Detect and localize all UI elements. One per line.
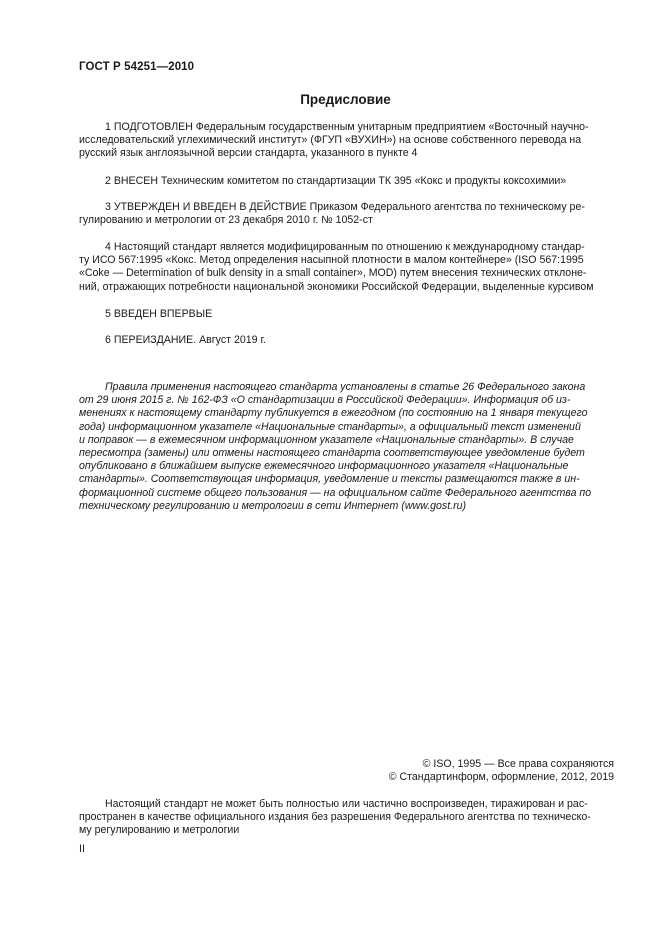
text-line: ту ИСО 567:1995 «Кокс. Метод определения насыпной плотности в малом контейнере» (ISO 567:1995	[79, 254, 584, 267]
rules-notice	[79, 381, 615, 513]
foreword-item-6	[79, 334, 615, 347]
text-line: му регулированию и метрологии	[79, 824, 240, 837]
foreword-item-3	[79, 201, 615, 227]
text-line: 4 Настоящий стандарт является модифицированным по отношению к международному стандар-	[105, 241, 585, 253]
text-line: ний, отражающих потребности национальной экономики Российской Федерации, выделенные курсивом	[79, 280, 594, 293]
text-line: техническому регулированию и метрологии в сети Интернет (www.gost.ru)	[79, 499, 467, 512]
text-line: 1 ПОДГОТОВЛЕН Федеральным государственным унитарным предприятием «Восточный научно-	[105, 121, 589, 133]
text-line: стандарты». Соответствующая информация, уведомление и тексты размещаются также в ин-	[79, 473, 580, 486]
reproduction-notice	[79, 798, 615, 838]
page-number: II	[79, 843, 85, 855]
text-line: формационной системе общего пользования — на официальном сайте Федерального агентства по	[79, 486, 592, 499]
text-line: опубликовано в ближайшем выпуске ежемесячного информационного указателя «Национальные	[79, 460, 569, 473]
text-line: Настоящий стандарт не может быть полностью или частично воспроизведен, тиражирован и рас-	[105, 798, 588, 810]
page-title: Предисловие	[300, 92, 391, 107]
copyright-standartinform: © Стандартинформ, оформление, 2012, 2019	[388, 771, 614, 784]
text-line: 3 УТВЕРЖДЕН И ВВЕДЕН В ДЕЙСТВИЕ Приказом Федерального агентства по техническому ре-	[105, 201, 585, 213]
copyright-iso: © ISO, 1995 — Все права сохраняются	[422, 758, 614, 770]
text-line: от 29 июня 2015 г. № 162-ФЗ «О стандартизации в Российской Федерации». Информация об из-	[79, 394, 571, 407]
text-line: и поправок — в ежемесячном информационном указателе «Национальные стандарты». В случае	[79, 433, 574, 446]
text-line: года) информационном указателе «Национальные стандарты», а официальный текст изменений	[79, 420, 581, 433]
text-line: исследовательский углехимический институт» (ФГУП «ВУХИН») на основе собственного перевода на	[79, 134, 582, 147]
foreword-item-5	[79, 308, 615, 321]
text-line: пересмотра (замены) или отмены настоящего стандарта соответствующее уведомление будет	[79, 447, 585, 460]
text-line: менениях к настоящему стандарту публикуется в ежегодном (по состоянию на 1 января текущего	[79, 407, 588, 420]
foreword-item-2	[79, 175, 615, 188]
foreword-item-1	[79, 121, 615, 161]
text-line: гулированию и метрологии от 23 декабря 2010 г. № 1052-ст	[79, 214, 373, 227]
text-line: Правила применения настоящего стандарта установлены в статье 26 Федерального закона	[105, 381, 586, 393]
text-line: русский язык англоязычной версии стандарта, указанного в пункте 4	[79, 147, 418, 160]
text-line: 2 ВНЕСЕН Техническим комитетом по стандартизации ТК 395 «Кокс и продукты коксохимии»	[105, 175, 567, 187]
copyright-block	[389, 758, 614, 784]
text-line: пространен в качестве официального издания без разрешения Федерального агентства по техническо-	[79, 811, 591, 824]
document-code: ГОСТ Р 54251—2010	[79, 61, 195, 73]
text-line: 6 ПЕРЕИЗДАНИЕ. Август 2019 г.	[105, 334, 266, 346]
foreword-item-4	[79, 241, 615, 294]
text-line: 5 ВВЕДЕН ВПЕРВЫЕ	[105, 308, 213, 320]
text-line: «Coke — Determination of bulk density in a small container», MOD) путем внесения технических отклоне-	[79, 267, 587, 280]
